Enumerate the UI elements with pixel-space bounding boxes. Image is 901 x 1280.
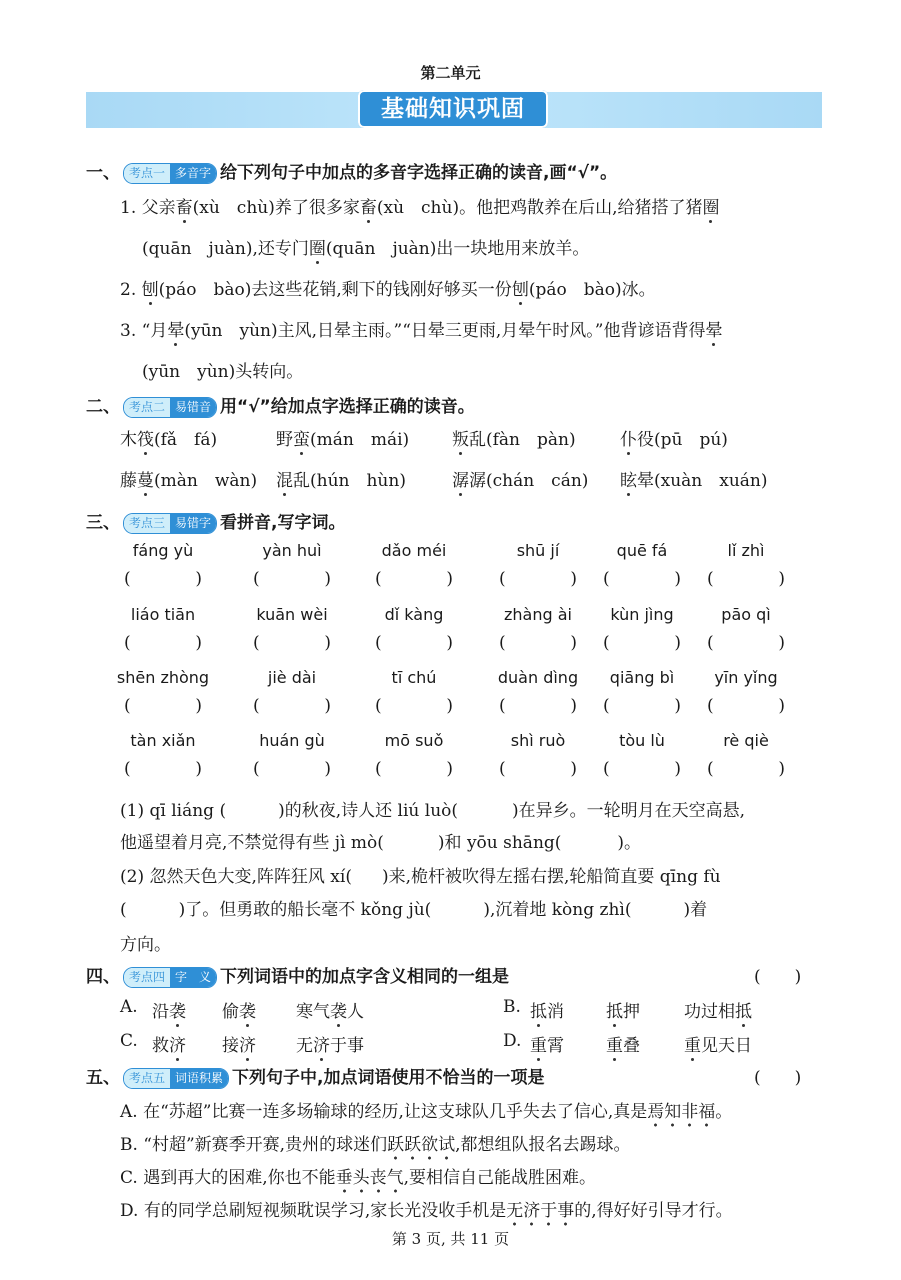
answer-parentheses[interactable]: ( ) bbox=[253, 759, 331, 779]
dotted-char: 抵 bbox=[606, 1002, 623, 1022]
option-word: 接济 bbox=[222, 1036, 256, 1056]
s2-item: 木筏(fǎ fá) bbox=[120, 430, 218, 450]
section-4-heading: 四、 考点四 字 义 下列词语中的加点字含义相同的一组是 bbox=[86, 967, 510, 987]
answer-parentheses[interactable]: ( ) bbox=[707, 633, 785, 653]
pinyin-prompt: jiè dài bbox=[267, 668, 317, 687]
option-label: A. bbox=[120, 997, 138, 1017]
answer-parentheses[interactable]: ( ) bbox=[253, 633, 331, 653]
pinyin-prompt: rè qiè bbox=[723, 731, 769, 750]
answer-parentheses[interactable]: ( ) bbox=[375, 696, 453, 716]
dotted-char: 圈 bbox=[702, 198, 720, 218]
dotted-char: 潺 bbox=[452, 471, 469, 491]
pinyin-prompt: fáng yù bbox=[132, 541, 194, 560]
s3-para-line-4: ( )了。但勇敢的船长毫不 kǒng jù( ),沉着地 kòng zhì( )着 bbox=[120, 900, 708, 920]
option-word: 功过相抵 bbox=[684, 1002, 752, 1022]
pinyin-prompt: yīn yǐng bbox=[714, 668, 778, 687]
dotted-char: 圈 bbox=[308, 239, 326, 259]
topic-tag bbox=[123, 163, 217, 184]
s5-option-b: B. “村超”新赛季开赛,贵州的球迷们跃跃欲试,都想组队报名去踢球。 bbox=[120, 1130, 631, 1155]
answer-parentheses[interactable]: ( ) bbox=[124, 696, 202, 716]
option-word: 重见天日 bbox=[684, 1036, 752, 1056]
option-label: D. bbox=[503, 1031, 522, 1051]
topic-tag: 考点五 词语积累 bbox=[123, 1068, 229, 1089]
s5-option-d: D. 有的同学总刷短视频耽误学习,家长光没收手机是无济于事的,得好好引导才行。 bbox=[120, 1196, 733, 1221]
s2-item: 野蛮(mán mái) bbox=[276, 430, 410, 450]
answer-parentheses[interactable]: ( ) bbox=[253, 569, 331, 589]
option-word: 寒气袭人 bbox=[296, 1002, 364, 1022]
s3-para-line-1: (1) qī liáng ( )的秋夜,诗人还 liú luò( )在异乡。一轮明月在天空高悬, bbox=[120, 801, 746, 821]
section-1-heading bbox=[86, 158, 617, 184]
answer-parentheses[interactable]: ( ) bbox=[707, 569, 785, 589]
answer-parentheses[interactable]: ( ) bbox=[603, 633, 681, 653]
answer-parentheses[interactable]: ( ) bbox=[603, 696, 681, 716]
pinyin-prompt: mō suǒ bbox=[384, 731, 444, 750]
section-3-heading: 三、 考点三 易错字 看拼音,写字词。 bbox=[86, 513, 346, 533]
dotted-char: 袭 bbox=[330, 1002, 347, 1022]
s1-line-5: (yūn yùn)头转向。 bbox=[142, 362, 304, 382]
pinyin-prompt: kùn jìng bbox=[610, 605, 674, 624]
dotted-phrase: 跃跃欲试 bbox=[387, 1135, 455, 1160]
dotted-char: 混 bbox=[276, 471, 293, 491]
section-instruction: 给下列句子中加点的多音字选择正确的读音,画“√”。 bbox=[220, 163, 618, 183]
answer-parentheses[interactable]: ( ) bbox=[499, 759, 577, 779]
dotted-char: 济 bbox=[313, 1036, 330, 1056]
s2-item: 潺潺(chán cán) bbox=[452, 471, 589, 491]
pinyin-prompt: pāo qì bbox=[721, 605, 771, 624]
option-word: 抵消 bbox=[530, 1002, 564, 1022]
section-5-heading: 五、 考点五 词语积累 下列句子中,加点词语使用不恰当的一项是 bbox=[86, 1068, 545, 1088]
tag-label: 考点一 bbox=[124, 164, 170, 183]
dotted-char: 蔓 bbox=[137, 471, 154, 491]
answer-parentheses[interactable]: ( ) bbox=[707, 759, 785, 779]
pinyin-prompt: qiāng bì bbox=[609, 668, 675, 687]
section-instruction: 看拼音,写字词。 bbox=[220, 513, 346, 533]
topic-tag: 考点二 易错音 bbox=[123, 397, 217, 418]
answer-parentheses[interactable]: ( ) bbox=[603, 759, 681, 779]
answer-parentheses[interactable]: ( ) bbox=[707, 696, 785, 716]
dotted-char: 晕 bbox=[167, 321, 185, 341]
pinyin-prompt: shì ruò bbox=[510, 731, 566, 750]
s3-para-line-2: 他遥望着月亮,不禁觉得有些 jì mò( )和 yōu shāng( )。 bbox=[120, 833, 642, 853]
pinyin-prompt: tàn xiǎn bbox=[130, 731, 196, 750]
answer-blank[interactable]: ( ) bbox=[754, 967, 802, 987]
dotted-char: 蛮 bbox=[293, 430, 310, 450]
dotted-char: 重 bbox=[530, 1036, 547, 1056]
option-label: C. bbox=[120, 1031, 138, 1051]
banner-title: 基础知识巩固 bbox=[358, 90, 548, 128]
s2-item: 叛乱(fàn pàn) bbox=[452, 430, 576, 450]
page-footer: 第 3 页, 共 11 页 bbox=[391, 1230, 510, 1248]
s1-line-3: 2. 刨(páo bào)去这些花销,剩下的钱刚好够买一份刨(páo bào)冰。 bbox=[120, 280, 656, 300]
answer-parentheses[interactable]: ( ) bbox=[253, 696, 331, 716]
pinyin-prompt: duàn dìng bbox=[497, 668, 579, 687]
answer-parentheses[interactable]: ( ) bbox=[124, 569, 202, 589]
section-number: 一、 bbox=[86, 163, 120, 183]
option-word: 沿袭 bbox=[152, 1002, 186, 1022]
dotted-char: 畜 bbox=[175, 198, 193, 218]
pinyin-prompt: zhàng ài bbox=[504, 605, 572, 624]
dotted-char: 济 bbox=[169, 1036, 186, 1056]
s2-item: 仆役(pū pú) bbox=[620, 430, 728, 450]
pinyin-prompt: kuān wèi bbox=[256, 605, 328, 624]
dotted-char: 仆 bbox=[620, 430, 637, 450]
answer-parentheses[interactable]: ( ) bbox=[124, 633, 202, 653]
dotted-char: 筏 bbox=[137, 430, 154, 450]
dotted-char: 袭 bbox=[239, 1002, 256, 1022]
section-instruction: 用“√”给加点字选择正确的读音。 bbox=[220, 397, 475, 417]
dotted-phrase: 焉知非福 bbox=[647, 1102, 715, 1127]
answer-parentheses[interactable]: ( ) bbox=[499, 633, 577, 653]
option-word: 偷袭 bbox=[222, 1002, 256, 1022]
answer-parentheses[interactable]: ( ) bbox=[499, 569, 577, 589]
pinyin-prompt: tòu lù bbox=[619, 731, 665, 750]
s3-para-line-5: 方向。 bbox=[120, 935, 171, 955]
topic-tag: 考点四 字 义 bbox=[123, 967, 217, 988]
dotted-char: 畜 bbox=[359, 198, 377, 218]
pinyin-prompt: dǐ kàng bbox=[384, 605, 444, 624]
dotted-phrase: 无济于事 bbox=[506, 1201, 574, 1226]
dotted-char: 重 bbox=[606, 1036, 623, 1056]
pinyin-prompt: dǎo méi bbox=[381, 541, 447, 560]
dotted-char: 重 bbox=[684, 1036, 701, 1056]
option-word: 重叠 bbox=[606, 1036, 640, 1056]
s3-para-line-3: (2) 忽然天色大变,阵阵狂风 xí( )来,桅杆被吹得左摇右摆,轮船简直要 qīng fù bbox=[120, 867, 721, 887]
option-word: 重霄 bbox=[530, 1036, 564, 1056]
option-label: B. bbox=[503, 997, 521, 1017]
s5-option-c: C. 遇到再大的困难,你也不能垂头丧气,要相信自己能战胜困难。 bbox=[120, 1163, 596, 1188]
section-2-heading: 二、 考点二 易错音 用“√”给加点字选择正确的读音。 bbox=[86, 397, 475, 417]
answer-blank[interactable]: ( ) bbox=[754, 1068, 802, 1088]
answer-parentheses[interactable]: ( ) bbox=[375, 633, 453, 653]
unit-title: 第二单元 bbox=[420, 64, 481, 82]
s2-item: 藤蔓(màn wàn) bbox=[120, 471, 258, 491]
pinyin-prompt: tī chú bbox=[391, 668, 437, 687]
s1-line-2: (quān juàn),还专门圈(quān juàn)出一块地用来放羊。 bbox=[142, 239, 590, 259]
dotted-char: 刨 bbox=[141, 280, 159, 300]
section-instruction: 下列句子中,加点词语使用不恰当的一项是 bbox=[232, 1068, 545, 1088]
s1-line-1: 1. 父亲畜(xù chù)养了很多家畜(xù chù)。他把鸡散养在后山,给猪搭了猪圈 bbox=[120, 198, 720, 218]
topic-tag: 考点三 易错字 bbox=[123, 513, 217, 534]
s1-line-4: 3. “月晕(yūn yùn)主风,日晕主雨。”“日晕三更雨,月晕午时风。”他背谚语背得晕 bbox=[120, 321, 723, 341]
dotted-char: 刨 bbox=[511, 280, 529, 300]
s2-item: 眩晕(xuàn xuán) bbox=[620, 471, 768, 491]
answer-parentheses[interactable]: ( ) bbox=[375, 569, 453, 589]
answer-parentheses[interactable]: ( ) bbox=[603, 569, 681, 589]
title-banner bbox=[86, 92, 822, 128]
pinyin-prompt: huán gù bbox=[259, 731, 325, 750]
pinyin-prompt: shū jí bbox=[516, 541, 560, 560]
answer-parentheses[interactable]: ( ) bbox=[499, 696, 577, 716]
answer-parentheses[interactable]: ( ) bbox=[124, 759, 202, 779]
pinyin-prompt: shēn zhòng bbox=[116, 668, 210, 687]
pinyin-prompt: quē fá bbox=[616, 541, 668, 560]
dotted-char: 抵 bbox=[530, 1002, 547, 1022]
dotted-char: 袭 bbox=[169, 1002, 186, 1022]
answer-parentheses[interactable]: ( ) bbox=[375, 759, 453, 779]
dotted-char: 叛 bbox=[452, 430, 469, 450]
dotted-char: 抵 bbox=[735, 1002, 752, 1022]
option-word: 救济 bbox=[152, 1036, 186, 1056]
section-instruction: 下列词语中的加点字含义相同的一组是 bbox=[220, 967, 510, 987]
dotted-char: 晕 bbox=[705, 321, 723, 341]
s2-item: 混乱(hún hùn) bbox=[276, 471, 406, 491]
dotted-phrase: 垂头丧气 bbox=[336, 1168, 404, 1193]
pinyin-prompt: lǐ zhì bbox=[727, 541, 765, 560]
option-word: 无济于事 bbox=[296, 1036, 364, 1056]
s5-option-a: A. 在“苏超”比赛一连多场输球的经历,让这支球队几乎失去了信心,真是焉知非福。 bbox=[120, 1097, 732, 1122]
pinyin-prompt: liáo tiān bbox=[130, 605, 196, 624]
tag-topic: 多音字 bbox=[170, 164, 216, 183]
dotted-char: 眩 bbox=[620, 471, 637, 491]
pinyin-prompt: yàn huì bbox=[262, 541, 322, 560]
dotted-char: 济 bbox=[239, 1036, 256, 1056]
option-word: 抵押 bbox=[606, 1002, 640, 1022]
